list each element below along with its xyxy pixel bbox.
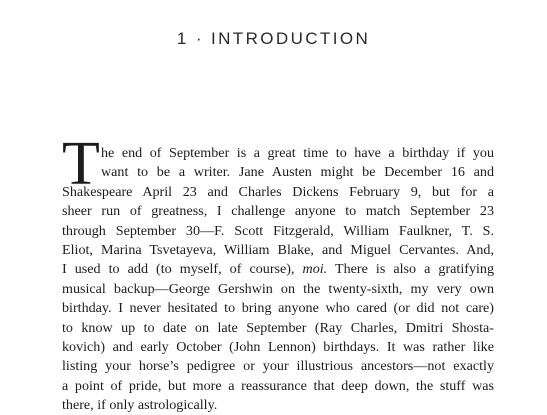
text-line: through September 30—F. Scott Fitzgerald, William Faulkner, T. S. bbox=[62, 222, 494, 239]
text-line: Eliot, Marina Tsvetayeva, William Blake, and Miguel Cervantes. And, bbox=[62, 241, 494, 258]
body-paragraph bbox=[62, 144, 494, 415]
text-line: listing your horse’s pedigree or your illustrious ancestors—not exactly bbox=[62, 358, 494, 375]
text-line: Shakespeare April 23 and Charles Dickens February 9, but for a bbox=[62, 183, 494, 200]
text-line: to know up to date on late September (Ray Charles, Dmitri Shosta- bbox=[62, 319, 494, 336]
text-line: birthday. I never hesitated to bring anyone who cared (or did not care) bbox=[62, 300, 494, 317]
drop-cap: T bbox=[62, 130, 100, 198]
text-line: sheer run of greatness, I challenge anyone to match September 23 bbox=[62, 203, 494, 220]
italic-word: moi. bbox=[302, 261, 328, 278]
text-segment: There is also a gratifying bbox=[335, 261, 494, 278]
text-line: want to be a writer. Jane Austen might be December 16 and bbox=[101, 164, 494, 181]
text-line-last: there, if only astrologically. bbox=[62, 397, 218, 414]
chapter-title: 1 · INTRODUCTION bbox=[176, 29, 371, 48]
text-line: he end of September is a great time to have a birthday if you bbox=[101, 145, 494, 161]
text-line-with-italic bbox=[62, 260, 494, 279]
text-line: musical backup—George Gershwin on the twenty-sixth, my very own bbox=[62, 280, 494, 297]
text-line: kovich) and early October (John Lennon) birthdays. It was rather like bbox=[62, 338, 494, 355]
text-segment: I used to add (to myself, of course), bbox=[62, 261, 295, 278]
text-line: a point of pride, but more a reassurance that deep down, the stuff was bbox=[62, 377, 494, 394]
